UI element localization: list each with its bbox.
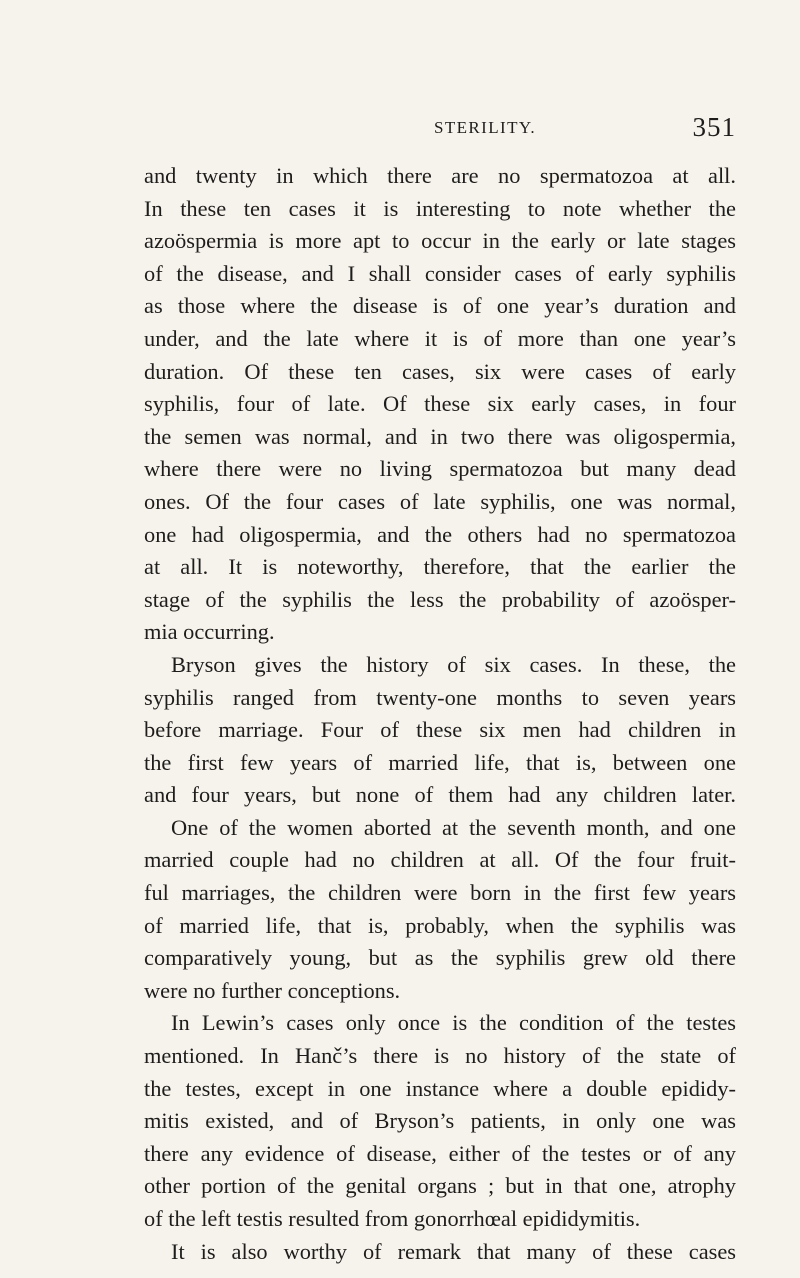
text-line: syphilis ranged from twenty-one months to seven years (144, 684, 736, 710)
text-line: syphilis, four of late. Of these six early cases, in four (144, 391, 736, 417)
running-title: STERILITY. (434, 118, 536, 137)
text-line: mitis existed, and of Bryson’s patients, in only one was (144, 1108, 736, 1134)
text-line: other portion of the genital organs ; but in that one, atrophy (144, 1173, 736, 1199)
text-line: Bryson gives the history of six cases. In these, the (171, 651, 736, 677)
text-line: at all. It is noteworthy, therefore, that the earlier the (144, 554, 736, 580)
text-line: before marriage. Four of these six men had children in (144, 717, 736, 743)
text-line: of married life, that is, probably, when the syphilis was (144, 912, 736, 938)
text-line: of the disease, and I shall consider cases of early syphilis (144, 260, 736, 286)
text-line: as those where the disease is of one year’s duration and (144, 293, 736, 319)
text-line: the first few years of married life, that is, between one (144, 749, 736, 775)
text-line: and four years, but none of them had any children later. (144, 782, 736, 808)
text-line: In these ten cases it is interesting to note whether the (144, 195, 736, 221)
text-line: ones. Of the four cases of late syphilis, one was normal, (144, 488, 736, 514)
text-line: comparatively young, but as the syphilis grew old there (144, 945, 736, 971)
text-line: and twenty in which there are no spermatozoa at all. (144, 163, 736, 188)
text-line: mia occurring. (144, 619, 275, 645)
text-line: mentioned. In Hanč’s there is no history of the state of (144, 1043, 736, 1069)
text-line: In Lewin’s cases only once is the condition of the testes (171, 1010, 736, 1036)
text-line: there any evidence of disease, either of the testes or of any (144, 1140, 736, 1166)
text-line: were no further conceptions. (144, 977, 401, 1003)
text-line: stage of the syphilis the less the probability of azoösper- (144, 586, 736, 612)
text-line: married couple had no children at all. Of the four fruit- (144, 847, 736, 873)
text-line: ful marriages, the children were born in the first few years (144, 880, 736, 906)
text-line: of the left testis resulted from gonorrhœal epididymitis. (144, 1206, 641, 1231)
text-line: under, and the late where it is of more than one year’s (144, 325, 736, 351)
text-line: the semen was normal, and in two there was oligospermia, (144, 423, 736, 449)
text-line: azoöspermia is more apt to occur in the early or late stages (144, 228, 736, 254)
text-line: where there were no living spermatozoa but many dead (144, 456, 736, 482)
running-head (144, 112, 736, 152)
text-line: the testes, except in one instance where a double epididy- (144, 1075, 736, 1101)
text-line: one had oligospermia, and the others had no spermatozoa (144, 521, 736, 547)
text-line: One of the women aborted at the seventh month, and one (171, 814, 736, 840)
text-line: duration. Of these ten cases, six were cases of early (144, 358, 736, 384)
page-number: 351 (692, 112, 736, 142)
text-line: It is also worthy of remark that many of these cases (171, 1238, 736, 1264)
body-text (144, 160, 736, 1268)
